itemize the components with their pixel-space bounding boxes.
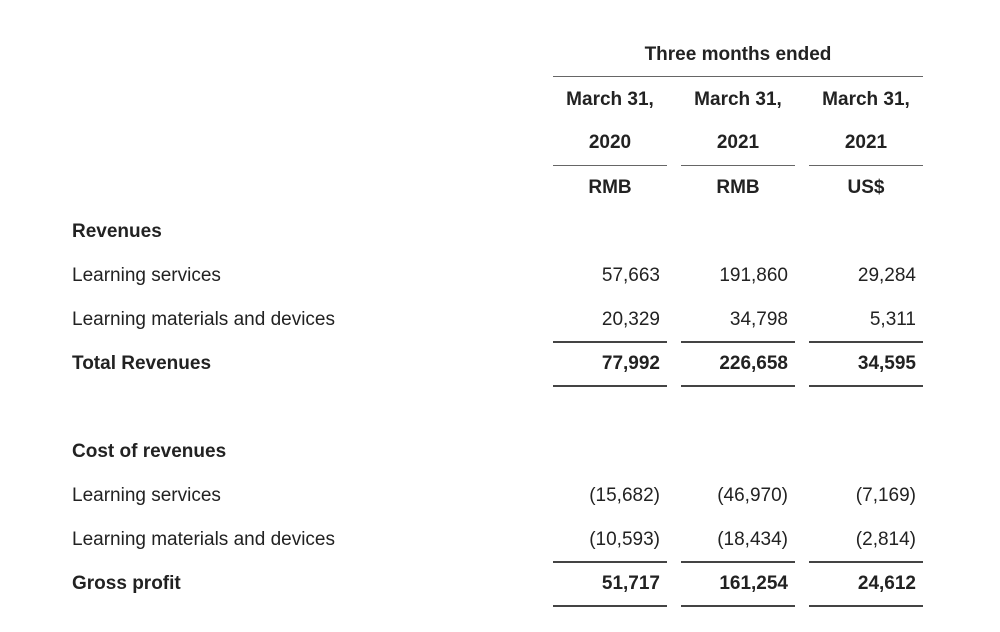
row-value-col3: (7,169)	[855, 485, 916, 506]
subtotal-rule	[553, 561, 667, 563]
section-heading-cost-of-revenues: Cost of revenues	[72, 441, 227, 462]
col3-header-year: 2021	[844, 132, 888, 153]
subtotal-rule	[553, 341, 667, 343]
col3-header-date: March 31,	[822, 89, 910, 110]
col3-currency: US$	[847, 177, 885, 198]
col3-header-rule	[809, 165, 923, 166]
row-value-col1: (10,593)	[589, 529, 660, 550]
col1-header-year: 2020	[588, 132, 632, 153]
total-value-col3: 34,595	[857, 353, 916, 374]
col2-header-year: 2021	[716, 132, 760, 153]
row-value-col1: (15,682)	[589, 485, 660, 506]
col1-header-rule	[553, 165, 667, 166]
row-value-col3: 29,284	[857, 265, 916, 286]
total-rule	[553, 605, 667, 607]
row-value-col2: 191,860	[719, 265, 788, 286]
section-heading-revenues: Revenues	[72, 221, 162, 242]
row-label: Learning services	[72, 265, 221, 286]
subtotal-rule	[809, 341, 923, 343]
col2-header-rule	[681, 165, 795, 166]
total-value-col2: 161,254	[719, 573, 788, 594]
row-label: Learning materials and devices	[72, 529, 335, 550]
header-rule	[553, 76, 923, 77]
subtotal-rule	[809, 561, 923, 563]
table-header-title: Three months ended	[644, 44, 832, 65]
col2-header-date: March 31,	[694, 89, 782, 110]
total-rule	[809, 385, 923, 387]
total-rule	[681, 385, 795, 387]
total-value-col1: 51,717	[601, 573, 660, 594]
row-value-col1: 57,663	[601, 265, 660, 286]
row-value-col2: (18,434)	[717, 529, 788, 550]
row-value-col3: 5,311	[869, 309, 916, 330]
col1-currency: RMB	[588, 177, 632, 198]
total-label: Total Revenues	[72, 353, 212, 374]
total-value-col1: 77,992	[601, 353, 660, 374]
col1-header-date: March 31,	[566, 89, 654, 110]
row-value-col1: 20,329	[601, 309, 660, 330]
row-value-col3: (2,814)	[855, 529, 916, 550]
total-rule	[681, 605, 795, 607]
total-value-col2: 226,658	[719, 353, 788, 374]
total-label: Gross profit	[72, 573, 181, 594]
row-value-col2: 34,798	[729, 309, 788, 330]
total-rule	[809, 605, 923, 607]
subtotal-rule	[681, 561, 795, 563]
total-rule	[553, 385, 667, 387]
row-value-col2: (46,970)	[717, 485, 788, 506]
total-value-col3: 24,612	[857, 573, 916, 594]
row-label: Learning services	[72, 485, 221, 506]
row-label: Learning materials and devices	[72, 309, 335, 330]
subtotal-rule	[681, 341, 795, 343]
col2-currency: RMB	[716, 177, 760, 198]
